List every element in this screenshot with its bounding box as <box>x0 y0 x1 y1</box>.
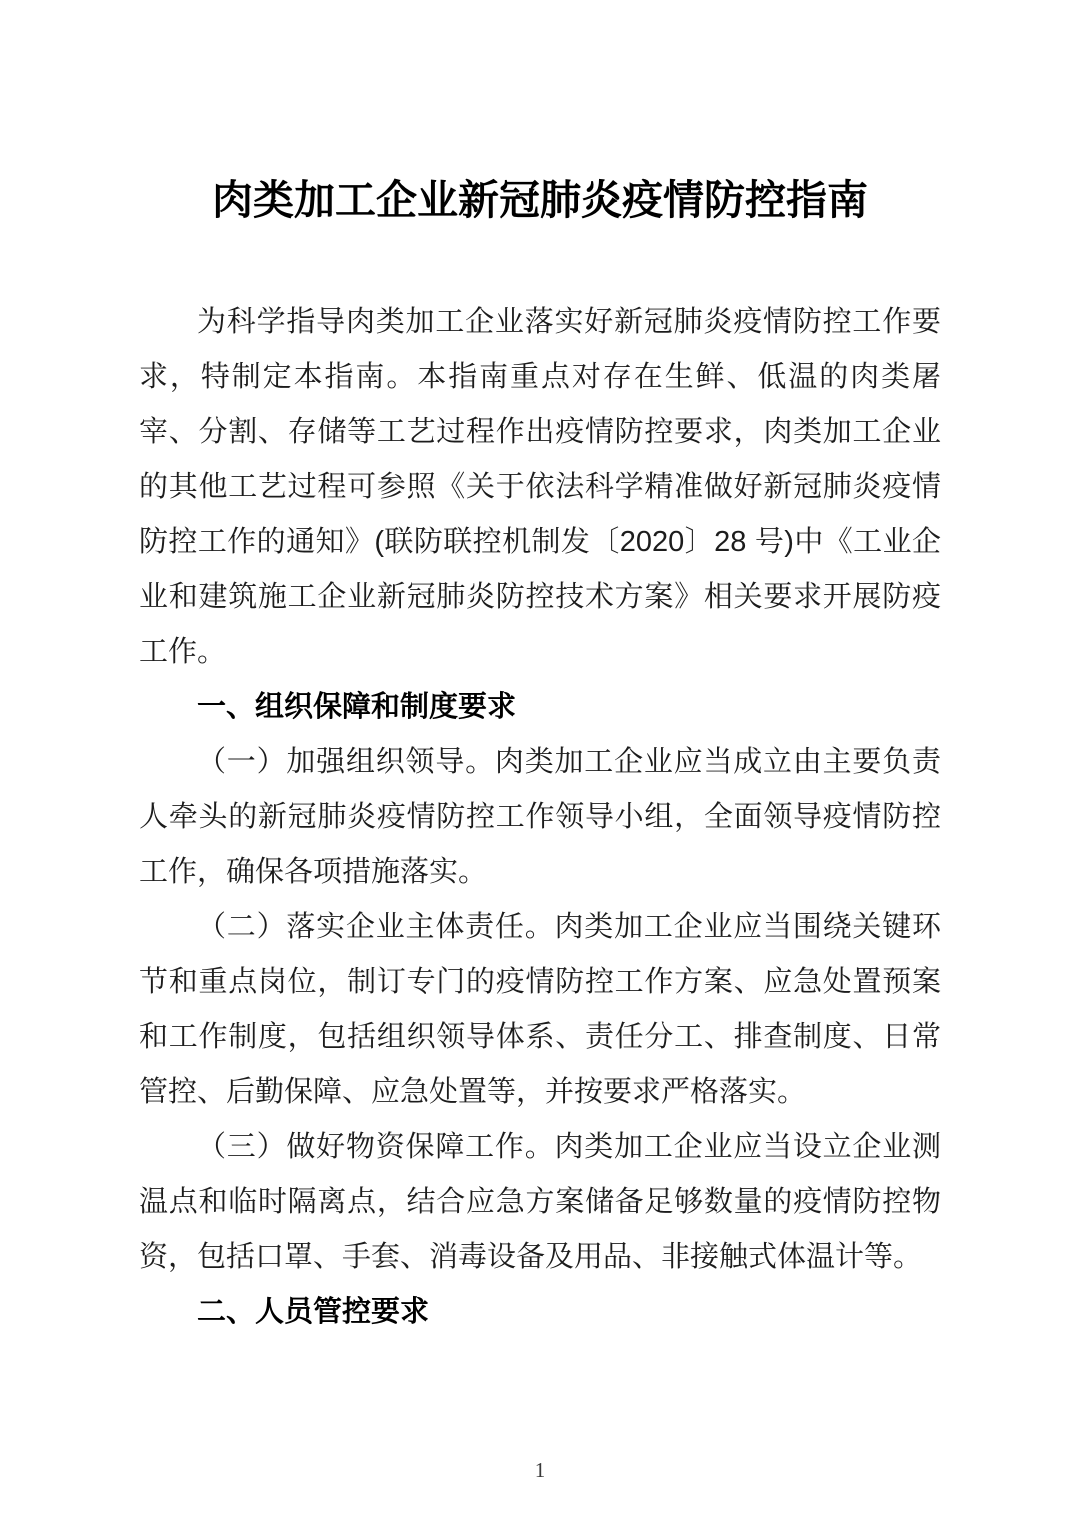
paragraph-line: 人牵头的新冠肺炎疫情防控工作领导小组，全面领导疫情防控 <box>139 801 941 833</box>
intro-line: 业和建筑施工企业新冠肺炎防控技术方案》相关要求开展防疫 <box>139 581 941 613</box>
paragraph-line: 和工作制度，包括组织领导体系、责任分工、排查制度、日常 <box>139 1021 941 1053</box>
paragraph-line: （二）落实企业主体责任。肉类加工企业应当围绕关键环 <box>197 911 941 943</box>
intro-line: 的其他工艺过程可参照《关于依法科学精准做好新冠肺炎疫情 <box>139 471 941 503</box>
section-2-heading: 二、人员管控要求 <box>197 1296 430 1328</box>
intro-line: 宰、分割、存储等工艺过程作出疫情防控要求，肉类加工企业 <box>139 416 941 448</box>
paragraph-line: 管控、后勤保障、应急处置等，并按要求严格落实。 <box>139 1076 807 1108</box>
paragraph-line: 资，包括口罩、手套、消毒设备及用品、非接触式体温计等。 <box>139 1241 923 1273</box>
intro-line: 为科学指导肉类加工企业落实好新冠肺炎疫情防控工作要 <box>197 306 941 338</box>
paragraph-line: （一）加强组织领导。肉类加工企业应当成立由主要负责 <box>197 746 941 778</box>
paragraph-line: （三）做好物资保障工作。肉类加工企业应当设立企业测 <box>197 1131 941 1163</box>
document-title: 肉类加工企业新冠肺炎疫情防控指南 <box>212 177 868 223</box>
page-number: 1 <box>534 1458 546 1482</box>
paragraph-line: 工作，确保各项措施落实。 <box>139 856 488 888</box>
paragraph-line: 节和重点岗位，制订专门的疫情防控工作方案、应急处置预案 <box>139 966 941 998</box>
paragraph-line: 温点和临时隔离点，结合应急方案储备足够数量的疫情防控物 <box>139 1186 941 1218</box>
section-1-heading: 一、组织保障和制度要求 <box>197 691 517 723</box>
intro-line: 工作。 <box>139 636 227 668</box>
document-body <box>139 295 941 1340</box>
intro-line: 求，特制定本指南。本指南重点对存在生鲜、低温的肉类屠 <box>139 361 941 393</box>
intro-line: 防控工作的通知》(联防联控机制发〔2020〕28 号)中《工业企 <box>139 526 941 558</box>
